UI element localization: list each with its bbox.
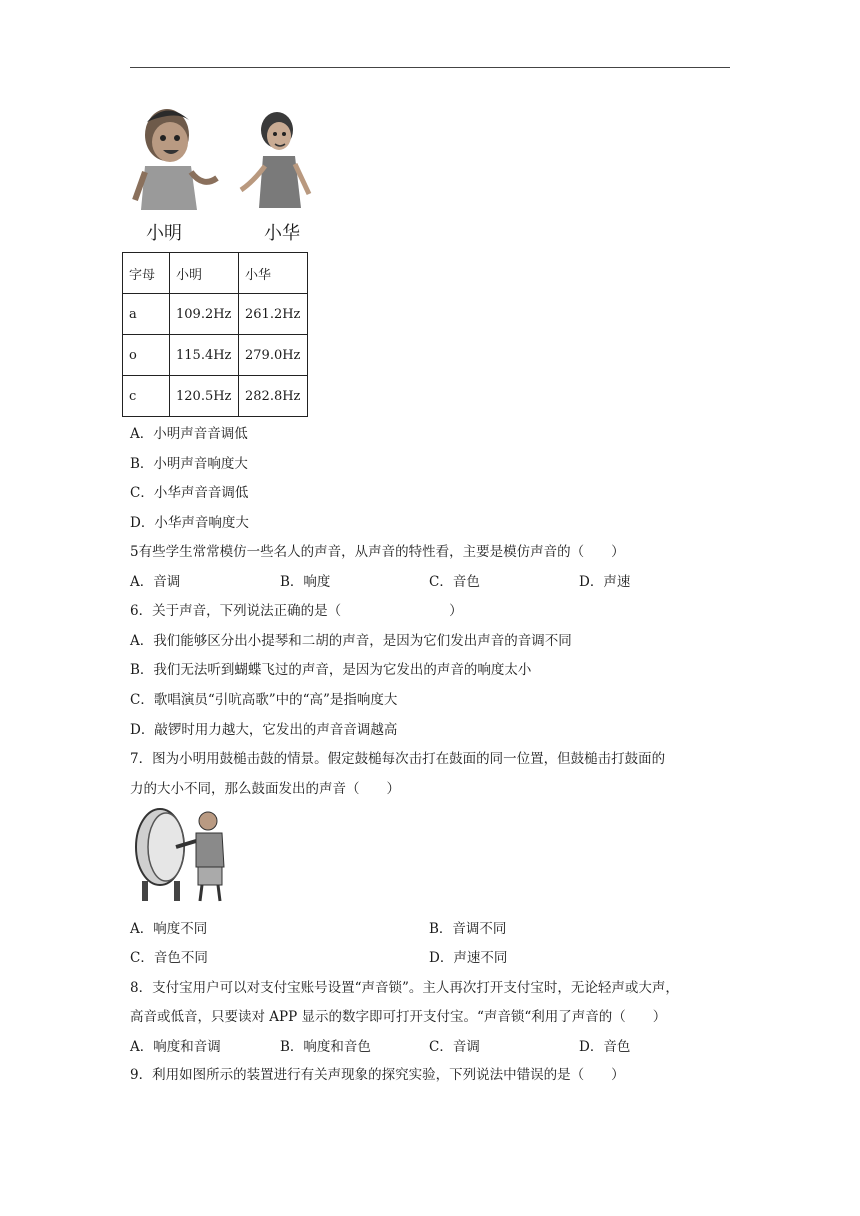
table-row [123,294,308,335]
table-cell: 115.4Hz [170,335,239,376]
boy-illustration [135,109,217,210]
q5-option-d: D．声速 [579,574,631,590]
q6-option-d: D．敲锣时用力越大，它发出的声音音调越高 [130,722,398,738]
table-cell: 261.2Hz [239,294,308,335]
q7-stem-line1: 7．图为小明用鼓槌击鼓的情景。假定鼓槌每次击打在鼓面的同一位置，但鼓槌击打鼓面的 [130,751,666,767]
table-cell: a [123,294,170,335]
q7-option-d: D．声速不同 [429,950,508,966]
q8-option-b: B．响度和音色 [280,1039,371,1055]
figure-label-xiaoming: 小明 [146,223,182,244]
q6-option-a: A．我们能够区分出小提琴和二胡的声音，是因为它们发出声音的音调不同 [130,633,572,649]
table-header-row [123,253,308,294]
drum-illustration [136,809,184,901]
q7-stem-line2: 力的大小不同，那么鼓面发出的声音（ ） [130,781,400,797]
frequency-table [122,252,308,417]
people-figure [125,100,325,220]
table-cell: o [123,335,170,376]
q8-stem-line1: 8．支付宝用户可以对支付宝账号设置“声音锁”。主人再次打开支付宝时，无论轻声或大声， [130,980,679,996]
q9-stem: 9．利用如图所示的装置进行有关声现象的探究实验，下列说法中错误的是（ ） [130,1067,625,1083]
q4-option-d: D．小华声音响度大 [130,515,249,531]
q4-option-c: C．小华声音音调低 [130,485,249,501]
q5-option-a: A．音调 [130,574,181,590]
girl-illustration [241,112,309,208]
header-rule [130,67,730,68]
q4-option-a: A．小明声音音调低 [130,426,248,442]
q7-option-a: A．响度不同 [130,921,208,937]
table-header-cell: 字母 [123,253,170,294]
q5-stem: 5有些学生常常模仿一些名人的声音，从声音的特性看，主要是模仿声音的（ ） [130,544,625,560]
table-row [123,335,308,376]
q7-option-b: B．音调不同 [429,921,507,937]
table-header-cell: 小华 [239,253,308,294]
drum-figure [130,805,230,905]
q5-option-c: C．音色 [429,574,480,590]
q8-option-a: A．响度和音调 [130,1039,221,1055]
q6-option-b: B．我们无法听到蝴蝶飞过的声音，是因为它发出的声音的响度太小 [130,662,532,678]
q7-option-c: C．音色不同 [130,950,208,966]
q5-option-b: B．响度 [280,574,331,590]
table-cell: c [123,376,170,417]
q6-stem: 6．关于声音，下列说法正确的是（ ） [130,603,463,619]
figure-label-xiaohua: 小华 [264,223,300,244]
table-header-cell: 小明 [170,253,239,294]
q6-option-c: C．歌唱演员“引吭高歌”中的“高”是指响度大 [130,692,398,708]
q8-option-c: C．音调 [429,1039,480,1055]
q4-option-b: B．小明声音响度大 [130,456,248,472]
q8-option-d: D．音色 [579,1039,631,1055]
table-row [123,376,308,417]
table-cell: 109.2Hz [170,294,239,335]
table-cell: 120.5Hz [170,376,239,417]
table-cell: 279.0Hz [239,335,308,376]
table-cell: 282.8Hz [239,376,308,417]
q8-stem-line2: 高音或低音，只要读对 APP 显示的数字即可打开支付宝。“声音锁“利用了声音的（ ） [130,1009,667,1025]
